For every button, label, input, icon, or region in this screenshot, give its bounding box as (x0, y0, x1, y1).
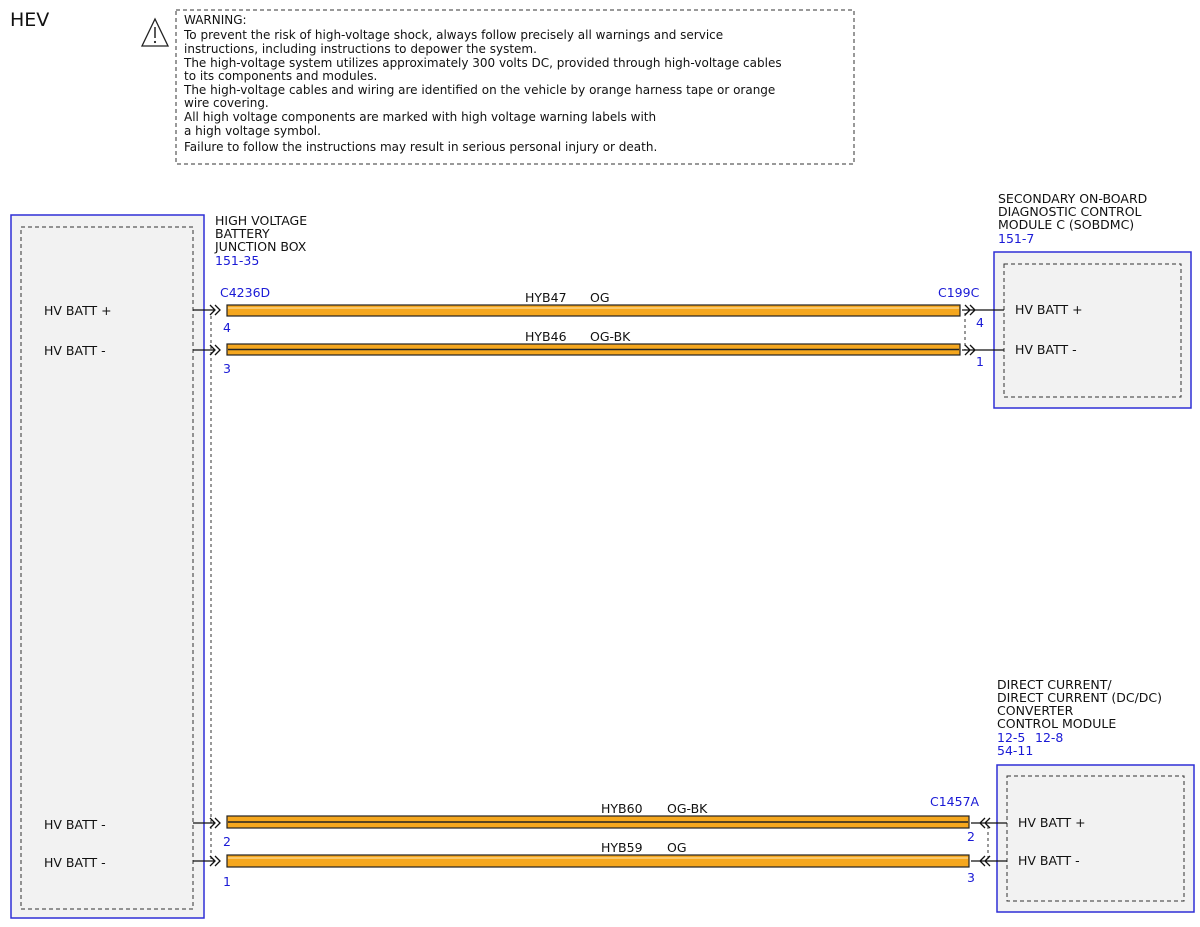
warning-line: To prevent the risk of high-voltage shock, always follow precisely all warnings and service (184, 28, 724, 42)
wire-color: OG-BK (590, 329, 631, 344)
dcdc-converter-module (997, 677, 1194, 912)
wire-circuit: HYB47 (525, 290, 567, 305)
module-name: CONTROL MODULE (997, 716, 1117, 731)
warning-line: Failure to follow the instructions may result in serious personal injury or death. (184, 140, 658, 154)
page-label: HEV (10, 9, 50, 31)
pin-number: 3 (967, 870, 975, 885)
module-name: CONVERTER (997, 703, 1074, 718)
module-name: HIGH VOLTAGE (215, 213, 308, 228)
warning-line: to its components and modules. (184, 69, 378, 83)
pin-number: 4 (976, 315, 984, 330)
wire-hyb60 (227, 801, 969, 828)
wire-color: OG (667, 840, 687, 855)
wire-hyb46 (227, 329, 960, 355)
module-name: JUNCTION BOX (215, 239, 307, 254)
pin-label: HV BATT + (1015, 302, 1083, 317)
connector-id-link[interactable]: C4236D (220, 285, 271, 300)
warning-line: The high-voltage cables and wiring are identified on the vehicle by orange harness tape or orange (184, 83, 776, 97)
pin-label: HV BATT - (1018, 853, 1080, 868)
warning-triangle-icon (142, 19, 168, 46)
module-name: MODULE C (SOBDMC) (998, 217, 1135, 232)
module-ref-link[interactable]: 151-35 (215, 253, 260, 268)
wire-circuit: HYB59 (601, 840, 643, 855)
module-name: DIAGNOSTIC CONTROL (998, 204, 1142, 219)
pin-label: HV BATT - (44, 343, 106, 358)
warning-line: All high voltage components are marked with high voltage warning labels with (184, 110, 657, 124)
sobdmc-module (994, 191, 1191, 408)
connector-id-link[interactable]: C1457A (930, 794, 980, 809)
wire-circuit: HYB46 (525, 329, 567, 344)
wire-color: OG (590, 290, 610, 305)
connector-id-link[interactable]: C199C (938, 285, 980, 300)
pin-number: 2 (223, 834, 231, 849)
pin-number: 3 (223, 361, 231, 376)
module-name: BATTERY (215, 226, 270, 241)
warning-line: a high voltage symbol. (184, 124, 321, 138)
pin-label: HV BATT + (1018, 815, 1086, 830)
warning-line: instructions, including instructions to depower the system. (184, 42, 537, 56)
pin-label: HV BATT - (1015, 342, 1077, 357)
module-ref-link[interactable]: 12-8 (1035, 730, 1064, 745)
warning-line: The high-voltage system utilizes approximately 300 volts DC, provided through high-voltage cables (184, 56, 782, 70)
module-name: DIRECT CURRENT/ (997, 677, 1112, 692)
wire-circuit: HYB60 (601, 801, 643, 816)
module-ref-link[interactable]: 151-7 (998, 231, 1035, 246)
warning-line: WARNING: (184, 13, 247, 27)
junction-box-module (11, 213, 307, 918)
pin-number: 1 (223, 874, 231, 889)
module-ref-link[interactable]: 12-5 (997, 730, 1026, 745)
wire-hyb59 (227, 840, 969, 867)
wire-color: OG-BK (667, 801, 708, 816)
pin-label: HV BATT - (44, 855, 106, 870)
warning-text (183, 13, 782, 154)
pin-label: HV BATT + (44, 303, 112, 318)
wire-hyb47 (227, 290, 960, 316)
connector-c1457a (930, 794, 1007, 885)
module-name: SECONDARY ON-BOARD (998, 191, 1148, 206)
pin-number: 1 (976, 354, 984, 369)
module-ref-link[interactable]: 54-11 (997, 743, 1034, 758)
pin-number: 2 (967, 829, 975, 844)
module-name: DIRECT CURRENT (DC/DC) (997, 690, 1163, 705)
warning-line: wire covering. (184, 96, 269, 110)
pin-label: HV BATT - (44, 817, 106, 832)
pin-number: 4 (223, 320, 231, 335)
